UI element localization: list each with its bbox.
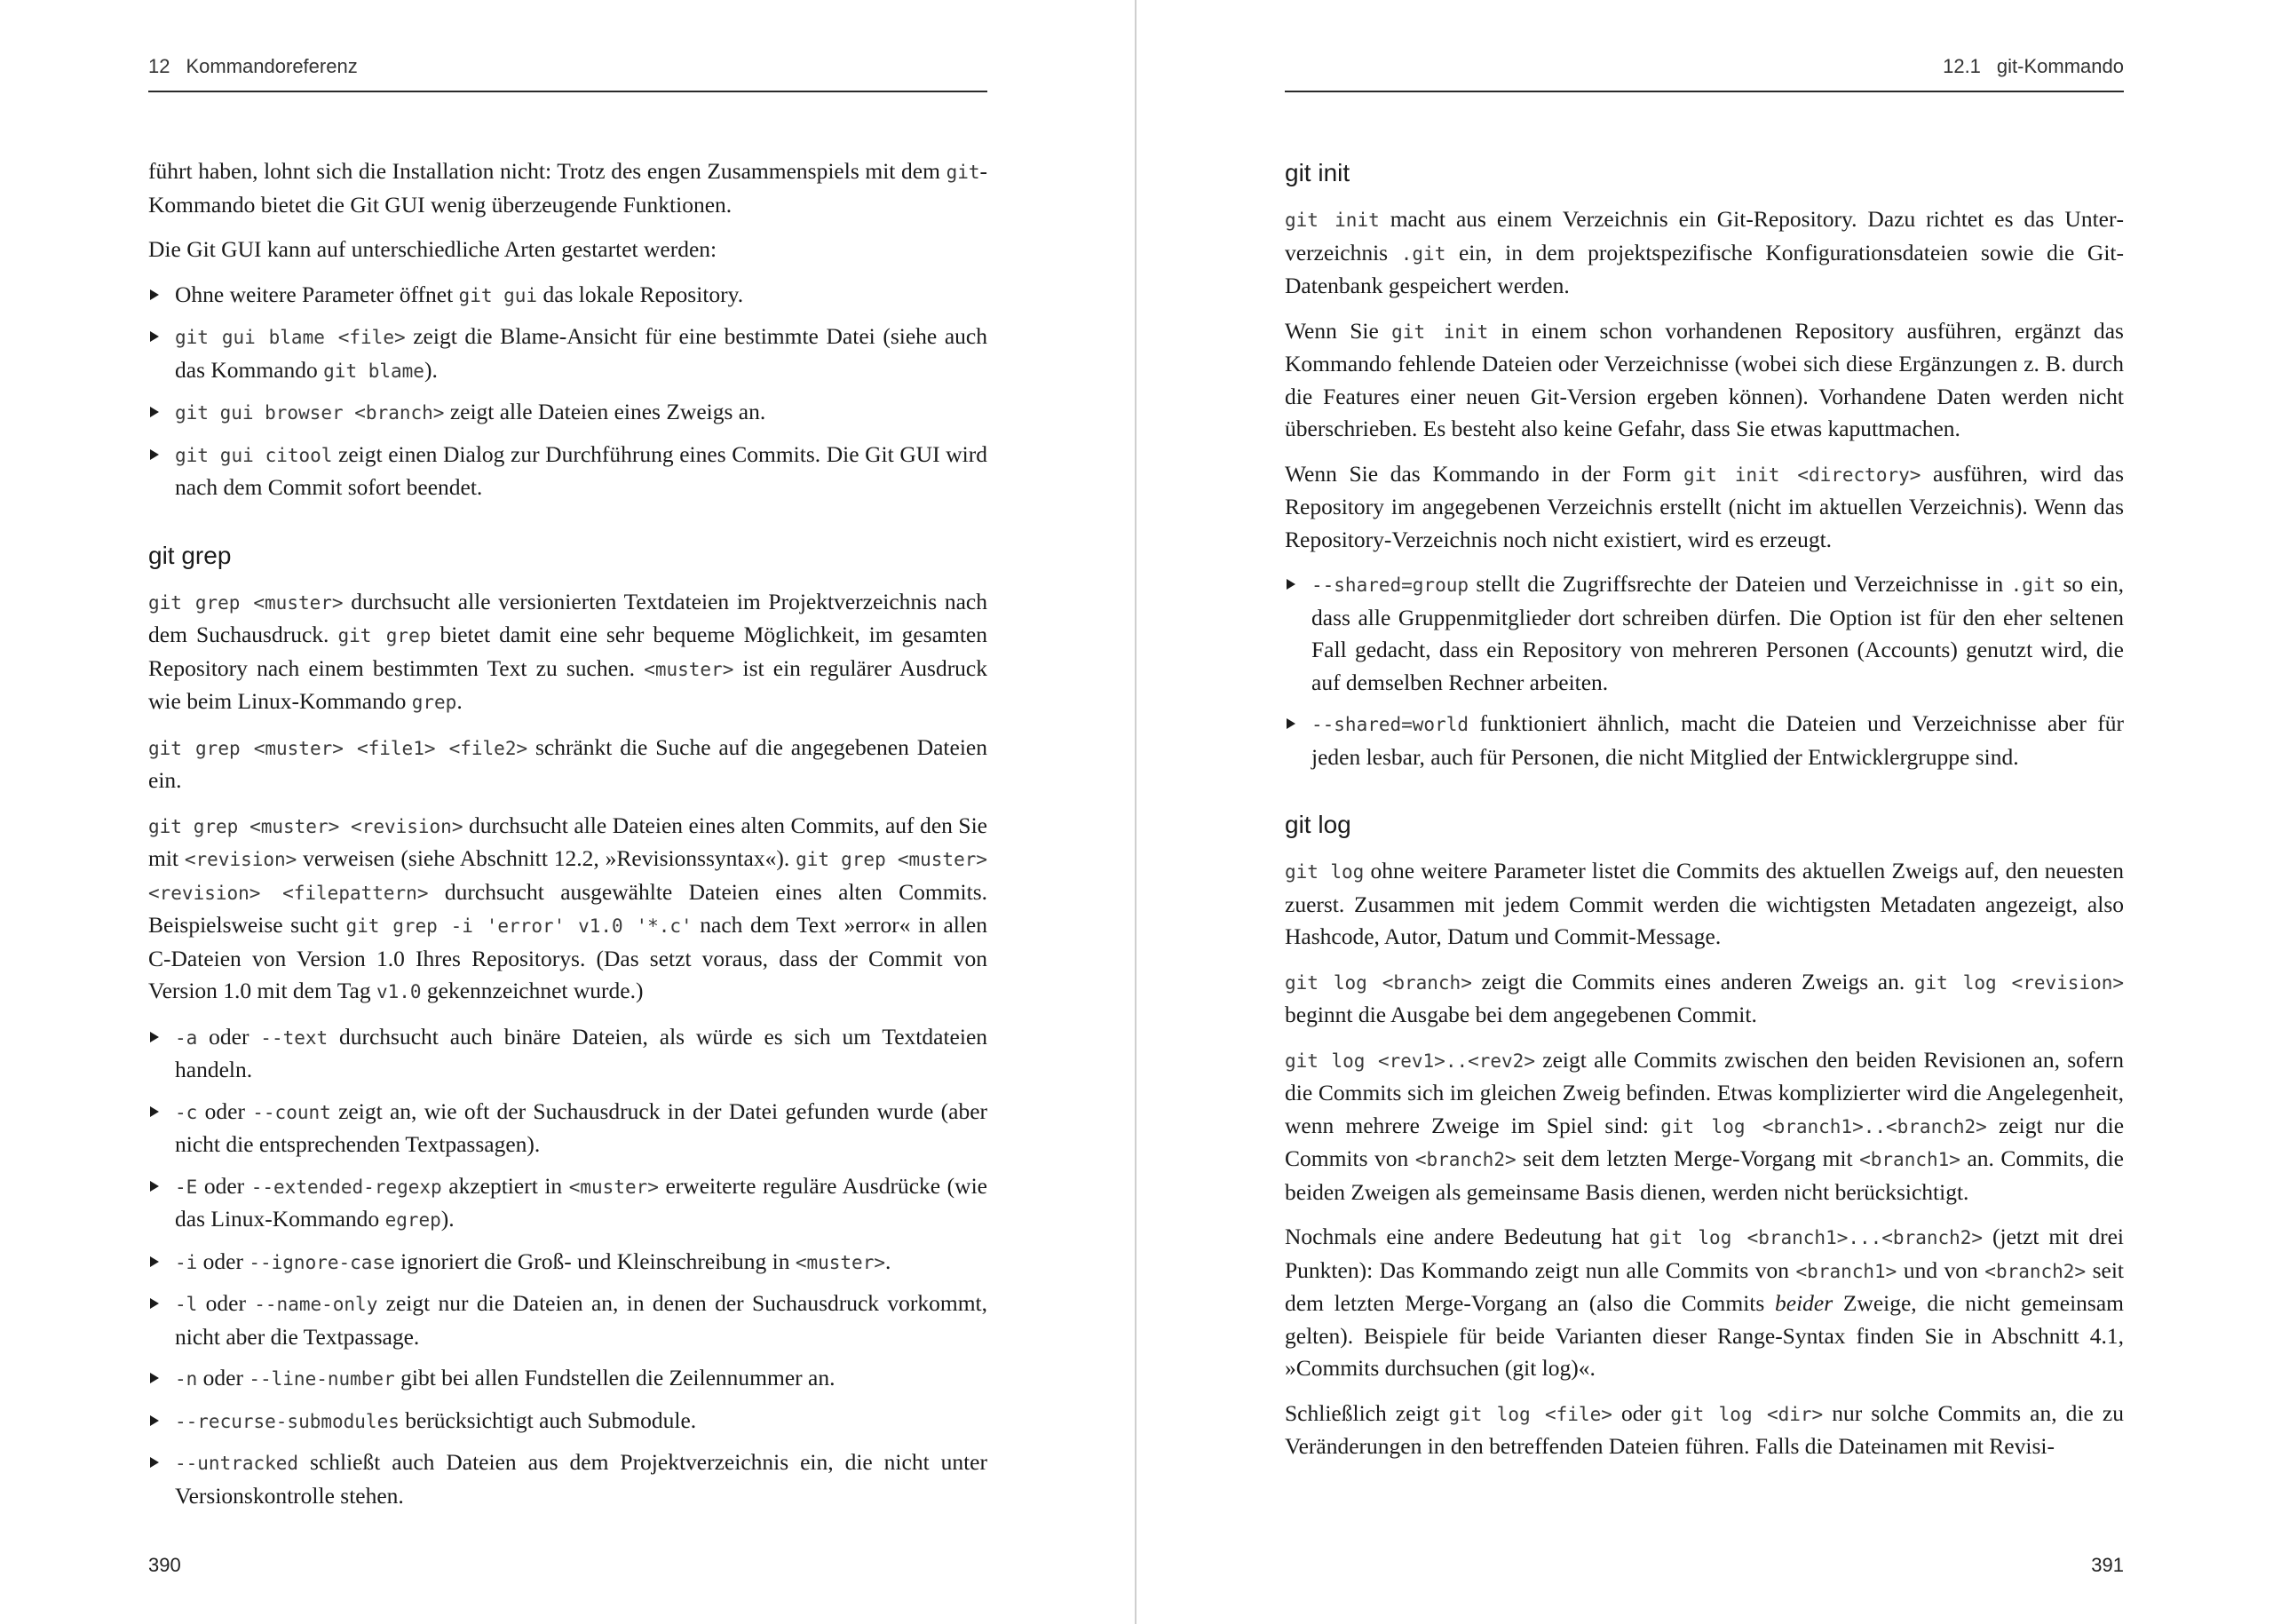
page-body	[1285, 155, 2124, 1476]
inline-code: git log <revision>	[1913, 971, 2124, 994]
section-number: 12.1	[1943, 55, 1981, 77]
inline-code: -l	[175, 1294, 198, 1315]
inline-code: --extended-regexp	[250, 1176, 442, 1198]
list-item: Ohne weitere Parameter öffnet git gui das lokale Repository.	[148, 279, 987, 313]
bullet-list	[1285, 568, 2124, 773]
page-body	[148, 155, 987, 1525]
chapter-number: 12	[148, 55, 170, 77]
list-item: --untracked schließt auch Dateien aus dem Projektverzeichnis ein, die nicht unter Versionskontrolle stehen.	[148, 1446, 987, 1512]
inline-code: git log	[1285, 861, 1365, 883]
list-item: -E oder --extended-regexp akzeptiert in <muster> erweiterte reguläre Ausdrücke (wie das Linux-Kommando egrep).	[148, 1170, 987, 1237]
left-page	[0, 0, 1135, 1624]
bullet-list	[148, 1021, 987, 1513]
paragraph: git log <rev1>..<rev2> zeigt alle Commits zwischen den beiden Revisionen an, sofern die Commits sich im gleichen Zweig befinden. Etwas komplizierter wird die Angelegenheit, wenn mehrere Zweige im Spiel sind: git log <branch1>..<branch2> zeigt nur die Commits von <branch2> seit dem letzten Merge-Vorgang mit <branch1> an. Commits, die beiden Zweigen als gemeinsame Basis dienen, werden nicht berücksichtigt.	[1285, 1046, 2125, 1205]
running-head	[148, 55, 987, 92]
paragraph: git log ohne weitere Parameter listet die Commits des aktuellen Zweigs auf, den neuesten zuerst. Zusammen mit jedem Commit werden die wichtigsten Metadaten angezeigt, also Hashcode, Autor, Datum und Commit-Message.	[1285, 858, 2124, 949]
inline-code: <muster>	[644, 658, 734, 680]
inline-code: -E	[175, 1176, 198, 1198]
section-heading: git log	[1285, 811, 1351, 838]
inline-code: egrep	[384, 1209, 441, 1231]
inline-code: --recurse-submodules	[175, 1410, 400, 1432]
paragraph: git log <branch> zeigt die Commits eines anderen Zweigs an. git log <revision> beginnt die Ausgabe bei dem angegebenen Commit.	[1285, 968, 2124, 1027]
inline-code: git grep	[337, 625, 432, 646]
paragraph-text: Zweige, die nicht gemeinsam gelten). Beispiele für beide Varianten dieser Range-Syntax finden Sie in Abschnitt 4.1, »Commits durchsuchen (git log)«.	[1285, 1290, 2124, 1381]
inline-code: <muster>	[568, 1176, 659, 1198]
inline-code: --name-only	[254, 1294, 378, 1315]
inline-code: git	[946, 162, 980, 183]
inline-code: --line-number	[249, 1368, 395, 1390]
inline-code: v1.0	[376, 981, 422, 1002]
inline-code: git log <rev1>..<rev2>	[1285, 1050, 1535, 1072]
chapter-title: Kommandoreferenz	[186, 55, 358, 77]
paragraph: git init macht aus einem Verzeichnis ein Git-Repository. Dazu richtet es das Unterverzeichnis .git ein, in dem projektspezifische Konfigurationsdateien sowie die Git-Datenbank gespeichert werden.	[1285, 206, 2125, 298]
list-item: -i oder --ignore-case ignoriert die Groß- und Kleinschreibung in <muster>.	[148, 1246, 987, 1279]
inline-code: git grep -i 'error' v1.0 '*.c'	[345, 915, 693, 937]
inline-code: --text	[260, 1026, 329, 1049]
list-item: -a oder --text durchsucht auch binäre Dateien, als würde es sich um Textdateien handeln.	[148, 1021, 987, 1087]
paragraph: git grep <muster> durchsucht alle versionierten Textdateien im Projektverzeichnis nach dem Suchausdruck. git grep bietet damit eine sehr bequeme Möglichkeit, im gesamten Repository nach einem bestimmten Text zu suchen. <muster> ist ein regulärer Ausdruck wie beim Linux-Kommando grep.	[148, 588, 987, 714]
section-heading: git grep	[148, 541, 232, 569]
list-item: -l oder --name-only zeigt nur die Dateien an, in denen der Suchausdruck vorkommt, nicht aber die Textpassage.	[148, 1287, 987, 1353]
inline-code: git log <dir>	[1670, 1403, 1824, 1425]
list-item: --shared=group stellt die Zugriffsrechte der Dateien und Verzeichnisse in .git so ein, dass alle Gruppenmitglieder dort schreiben dürfen. Die Option ist für den eher seltenen Fall gedacht, dass ein Repository von mehreren Personen (Accounts) genutzt wird, die auf demselben Rechner arbeiten.	[1285, 568, 2124, 699]
list-item: --recurse-submodules berücksichtigt auch Submodule.	[148, 1405, 987, 1438]
paragraph	[1285, 1221, 2124, 1385]
inline-code: git log <branch1>..<branch2>	[1660, 1115, 1987, 1137]
inline-code: <revision>	[184, 849, 297, 870]
inline-code: git init	[1391, 321, 1489, 343]
running-head	[1285, 55, 2124, 92]
inline-code: git grep <muster> <revision>	[148, 815, 463, 837]
inline-code: <branch1>	[1795, 1260, 1897, 1282]
inline-code: <branch2>	[1414, 1149, 1517, 1170]
inline-code: --shared=world	[1311, 714, 1469, 735]
inline-code: <branch2>	[1984, 1260, 2087, 1282]
paragraph: Schließlich zeigt git log <file> oder git log <dir> nur solche Commits an, die zu Veränderungen in den betreffenden Dateien führen. Falls die Dateinamen mit Revisi-	[1285, 1399, 2124, 1459]
inline-code: -a	[175, 1026, 198, 1049]
inline-code: -c	[175, 1101, 198, 1123]
paragraph: git grep <muster> <revision> durchsucht alle Dateien eines alten Commits, auf den Sie mit <revision> verweisen (siehe Abschnitt 12.2, »Revisionssyntax«). git grep <muster> <revision> <filepattern> durchsucht ausgewählte Dateien eines alten Commits. Beispielsweise sucht git grep -i 'error' v1.0 '*.c' nach dem Text »error« in allen C-Dateien von Version 1.0 Ihres Repositorys. (Das setzt voraus, dass der Commit von Version 1.0 mit dem Tag v1.0 gekennzeichnet wurde.)	[148, 812, 988, 1003]
paragraph: führt haben, lohnt sich die Installation nicht: Trotz des engen Zusammenspiels mit dem git-Kommando bietet die Git GUI wenig überzeugende Funktionen.	[148, 158, 987, 218]
paragraph-text: Nochmals eine andere Bedeutung hat git log <branch1>...<branch2> (jetzt mit drei Punkten): Das Kommando zeigt nun alle Commits von <branch1> und von <branch2> seit dem letzten Merge-Vorgang an (also die Commits	[1285, 1224, 2124, 1316]
inline-code: git blame	[323, 360, 424, 382]
list-item: -c oder --count zeigt an, wie oft der Suchausdruck in der Datei gefunden wurde (aber nicht die entsprechenden Textpassagen).	[148, 1096, 987, 1161]
inline-code: <branch1>	[1859, 1149, 1960, 1170]
inline-code: --count	[252, 1101, 331, 1123]
inline-code: .git	[2010, 574, 2056, 596]
paragraph: git grep <muster> <file1> <file2> schränkt die Suche auf die angegebenen Dateien ein.	[148, 733, 987, 793]
list-item: git gui citool zeigt einen Dialog zur Durchführung eines Commits. Die Git GUI wird nach dem Commit sofort beendet.	[148, 439, 987, 504]
inline-code: --shared=group	[1311, 574, 1469, 596]
page-number: 391	[2091, 1554, 2124, 1576]
inline-code: git init <directory>	[1683, 463, 1921, 486]
inline-code: git gui blame <file>	[175, 327, 406, 348]
inline-code: git init	[1285, 210, 1380, 231]
emphasis: beider	[1775, 1290, 1833, 1316]
inline-code: git grep <muster>	[148, 591, 344, 614]
inline-code: git gui citool	[175, 444, 333, 466]
inline-code: <muster>	[795, 1251, 885, 1273]
inline-code: .git	[1400, 242, 1446, 265]
inline-code: git gui	[458, 284, 538, 306]
inline-code: git log <file>	[1448, 1403, 1612, 1425]
paragraph: Wenn Sie das Kommando in der Form git init <directory> ausführen, wird das Repository im angegebenen Verzeichnis erstellt (nicht im aktuellen Verzeichnis). Wenn das Repository-Verzeichnis noch nicht existiert, wird es erzeugt.	[1285, 460, 2124, 552]
inline-code: git gui browser <branch>	[175, 402, 445, 424]
inline-code: git grep <muster> <revision> <filepattern>	[148, 849, 987, 904]
list-item: git gui blame <file> zeigt die Blame-Ansicht für eine bestimmte Datei (siehe auch das Kommando git blame).	[148, 321, 987, 387]
inline-code: --untracked	[175, 1453, 299, 1474]
bullet-list	[148, 279, 987, 504]
right-page	[1136, 0, 2273, 1624]
paragraph: Die Git GUI kann auf unterschiedliche Arten gestartet werden:	[148, 236, 717, 262]
inline-code: git grep <muster> <file1> <file2>	[148, 737, 528, 759]
inline-code: --ignore-case	[249, 1251, 395, 1273]
page-number: 390	[148, 1554, 181, 1576]
list-item: --shared=world funktioniert ähnlich, macht die Dateien und Verzeichnisse aber für jeden lesbar, auch für Personen, die nicht Mitglied der Entwicklergruppe sind.	[1285, 708, 2124, 773]
inline-code: git log <branch>	[1285, 971, 1472, 994]
inline-code: -i	[175, 1251, 198, 1273]
paragraph: Wenn Sie git init in einem schon vorhandenen Repository ausführen, ergänzt das Kommando fehlende Dateien oder Verzeichnisse (wobei sich diese Ergänzungen z. B. durch die Features einer neuen Git-Version ergeben können). Vorhandene Daten werden nicht überschrieben. Es besteht also keine Gefahr, dass Sie etwas kaputtmachen.	[1285, 317, 2124, 441]
inline-code: grep	[411, 692, 457, 713]
list-item: -n oder --line-number gibt bei allen Fundstellen die Zeilennummer an.	[148, 1362, 987, 1396]
inline-code: -n	[175, 1368, 198, 1390]
section-title: git-Kommando	[1996, 55, 2124, 77]
inline-code: git log <branch1>...<branch2>	[1649, 1227, 1984, 1248]
section-heading: git init	[1285, 159, 1350, 186]
list-item: git gui browser <branch> zeigt alle Dateien eines Zweigs an.	[148, 396, 987, 430]
